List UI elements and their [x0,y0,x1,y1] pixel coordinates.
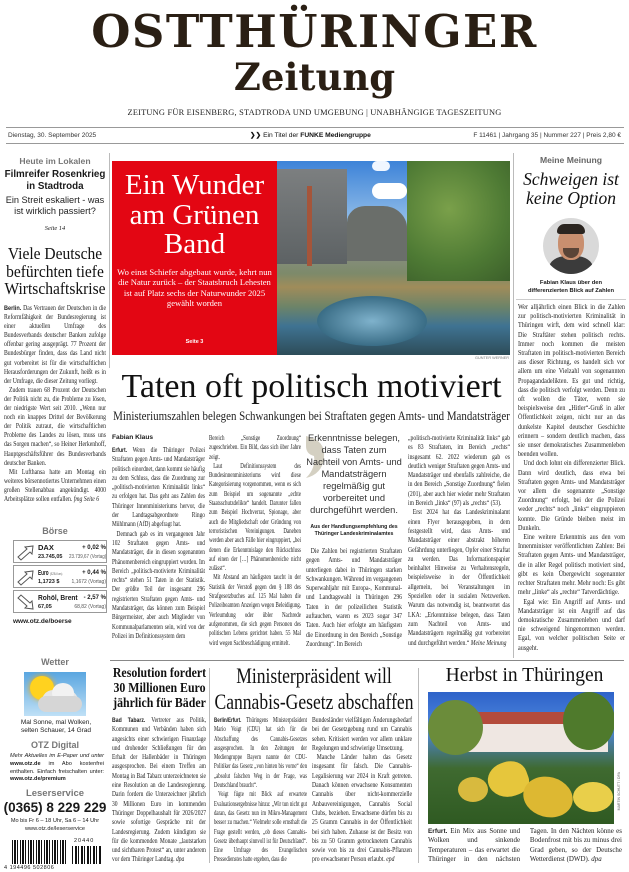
service-phone[interactable]: (0365) 8 229 229 [3,800,107,815]
hero-headline[interactable]: Ein Wunder am Grünen Band [124,169,265,260]
hero-subline: Wo einst Schiefer abgebaut wurde, kehrt nun die Natur zurück – der Staatsbruch Lehesten ist auf Platz sechs der Naturwunder 2025 gewählt worden [117,267,272,308]
masthead-title: OSTTHÜRINGER [91,5,538,58]
lead-col-1: Erfurt. Wenn die Thüringer Polizei Straftaten gegen Amts- und Mandatsträger politisch einordnet, dann kommt sie häufig zu dem Schluss, dass die Zuordnung zur „politisch-motivierten Kriminalität links“ zu erfolgen hat. Das geht aus Zahlen des Thüringer Innenministeriums hervor, die der Landtagsabgeordnete Ringo Mühlmann (AfD) abgefragt hat. Demnach gab es im vergangenen Jahr 102 Straftaten gegen Amts- und Mandatsträger, die in diesen sogenannten Phänomenbereich eingruppiert wurden. Im Bereich „politisch-motivierte Kriminalität rechts“ stehen 51 Taten in der Statistik. Der größte Teil der insgesamt 296 registrierten Straftaten gegen Amts- und Mandatsträger, das können zum Beispiel Bürgermeister, aber auch Mitglieder von Kommunalparlamenten sein, wird von der Polizei im Definitionssystem dem [112,446,205,640]
barcode [12,840,68,864]
autumn-headline[interactable]: Herbst in Thüringen [445,665,604,686]
local-teaser-text: Ein Streit eskaliert - was ist wirklich passiert? [5,195,105,216]
boerse-link[interactable]: www.otz.de/boerse [13,618,72,625]
arrow-up-right-icon [16,544,36,561]
cannabis-headline[interactable]: Ministerpräsident will Cannabis-Gesetz abschaffen [214,663,414,714]
pull-quote [304,432,404,542]
issue-date: Dienstag, 30. September 2025 [8,132,97,139]
service-link[interactable]: www.otz.de/leserservice [25,826,85,832]
barcode-addon-number: 20440 [74,838,95,844]
baths-headline[interactable]: Resolution fordert 30 Millionen Euro jährlich für Bäder [112,665,207,710]
hero-page: Seite 3 [185,339,204,345]
hero-red-panel [112,161,277,355]
opinion-kicker: Meine Meinung [539,155,603,165]
service-title: Leserservice [25,788,85,799]
opinion-body: Wer alljährlich einen Blick in die Zahlen zur politisch-motivierten Kriminalität in Thüringen wirft, dem wird schnell klar: Die Straftäter stehen politisch rechts. Immer noch kommen die meisten Straftaten im politisch-motivierten Bereich aus dieser Richtung, es handelt sich vor allem um eine Vielzahl von sogenannten Propagandadelikten. Es gut und richtig, dass die politisch verfolgt werden. Denn zu oft wollen die Täter, wenn sie beispielsweise den „Hitler“-Gruß in aller Öffentlichkeit zeigen, nicht nur an das dunkelste Kapitel deutscher Geschichte erinnern – sondern deutlich machen, dass sie unser demokratisches Zusammenleben beenden wollen. Und doch lohnt ein differenzierter Blick. Dann wird deutlich, dass etwa bei Straftaten gegen Amts- und Mandatsträger vor allem die sogenannte „Sonstige Zuordnung“ erfolgt, bei der die Polizei weder „rechts“ noch „links“ eingruppieren konnte. Die Gründe bleiben meist im Dunkeln. Eine weitere Erkenntnis aus den vom Innenminister veröffentlichten Zahlen: Bei Straftaten gegen Amts- und Mandatsträger, die in aller Regel politisch motiviert sind, gibt es kein Übergewicht sogenannter rechter Straftaten mehr. Mehr noch: Es gibt mehr „linke“ als „rechte“ Tatverdächtige. Egal wie: Ein Angriff auf Amts- und Mandatsträger ist ein Angriff auf das demokratische Zusammenleben und darf nie schweigend hingenommen werden. Egal, von welcher politischen Seite er ausgeht. [518,304,625,652]
cannabis-col-1: Berlin/Erfurt. Thüringens Ministerpräsident Mario Voigt (CDU) hat sich für die Abschaffung des Cannabis-Gesetzes ausgesprochen. In den Zeitungen der Mediengruppe Bayern nannte der CDU-Politiker das Gesetz „von hinten bis vorne“ den „absolut falschen Weg in der Frage, was Deutschland braucht“. Voigt fügte mit Blick auf erwartete Evaluationsergebnisse hinzu: „Wir tun nicht gut daran, das Gesetz nun im Mikro-Management besser zu machen.“ Vielmehr solle ernsthaft die Frage gestellt werden, „ob dieses Cannabis-Gesetz überhaupt sinnvoll ist für Deutschland“. Eine Umfrage des Evangelischen Pressedienstes hatte ergeben, dass die [214,716,307,864]
masthead-subtitle: Zeitung [233,55,396,99]
digital-text: Mehr Aktuelles im E-Paper und unter www.otz.de im Abo kostenfrei enthalten. Einfach freischalten unter: www.otz.de/premium [10,753,105,783]
local-headline[interactable]: Filmreifer Rosenkrieg in Stadtroda [4,169,106,192]
issue-info: F 11461 | Jahrgang 35 | Nummer 227 | Preis 2,80 € [473,132,621,139]
lead-col-4: „politisch-motivierte Kriminalität links“ gab es 83 Straftaten, im Bereich „rechts“ insgesamt 62. 2022 wiederum gab es deutlich weniger Straftaten gegen Amts- und Mandatsträger und ebenfalls zahlreiche, die in den Bereich „Sonstige Zuordnung“ fielen (201), aber auch hier wieder mehr Straftaten im Bereich „links“ (97) als „rechts“ (53). Erst 2024 hat das Landeskriminalamt einen Flyer herausgegeben, in dem festgestellt wird, dass Amts- und Mandatsträger einer abstrakt höheren Gefährdung unterliegen, Opfer einer Straftat zu werden. Das Informationspapier beinhaltet Hinweise zu Verhaltensregeln, beispielsweise in der Öffentlichkeit allgemein, bei Veranstaltungen im Speziellen oder in sozialen Netzwerken. Warum das notwendig ist, beantwortet das LKA: „Erkenntnisse belegen, dass Taten zum Nachteil von Amts- und Mandatsträgern regelmäßig gut vorbereitet und durchgeführt werden.“ Meine Meinung [408,434,510,647]
lead-subheadline: Ministeriumszahlen belegen Schwankungen bei Straftaten gegen Amts- und Mandatsträger [113,409,510,423]
chevron-icon: ❯❯ [250,132,262,139]
autumn-photo [428,692,614,824]
quote-source: Aus der Handlungsempfehlung des Thüringer Landeskriminalamtes [310,524,398,537]
local-kicker: Heute im Lokalen [19,156,91,166]
barcode-addon [72,846,102,864]
dateline: Berlin. [4,305,22,312]
lead-col-3: Die Zahlen bei registrierten Straftaten gegen Amts- und Mandatsträger unterliegen dabei in Thüringen starken Schwankungen. Während im vergangenen Superwahljahr mit Europa-, Kommunal- und Landtagswahl in Thüringen 296 Taten in der polizeilichen Statistik auftauchen, waren es 2023 sogar 347 Taten. Auch hier erfolgte am häufigsten die Einordnung in den Bereich „Sonstige Zuordnung“. Im Bereich [306,547,402,648]
digital-title: OTZ Digital [31,740,79,750]
publisher-line: ❯❯ Ein Titel der FUNKE Mediengruppe [250,132,371,139]
barcode-number: 4 194496 502806 [4,865,55,871]
see-also-link[interactable]: Meine Meinung [470,638,507,647]
premium-link[interactable]: www.otz.de/premium [10,776,66,783]
otz-link[interactable]: www.otz.de [10,760,41,767]
autumn-photo-credit: MARTIN SCHUTT / DPA [617,772,621,811]
lead-headline[interactable]: Taten oft politisch motiviert [121,368,502,405]
stock-dax: DAX + 0,02 % 23.745,05 23.739,67 (Vortag) [13,540,107,563]
lead-author: Fabian Klaus [112,434,154,441]
economy-headline[interactable]: Viele Deutsche befürchten tiefe Wirtschaftskrise [4,244,106,298]
hero-photo-credit: GUNTER WERNER [475,356,509,360]
economy-body: Berlin. Das Vertrauen der Deutschen in die Reformfähigkeit der Bundesregierung ist einer aktuellen Umfrage des Bundesverbands deutscher Banken zufolge offenbar gering ausgeprägt. 77 Prozent der Bundesbürger finden, dass das Land nicht gut vorbereitet ist für die wirtschaftlichen Herausforderungen der Zukunft, heißt es in der Umfrage, die dieser Zeitung vorliegt. Zudem trauen 68 Prozent der Deutschen der Politik nicht zu, die Probleme zu lösen, der niedrigste Wert seit 2010. „Wenn nur noch ein knappes Drittel der Bevölkerung der Politik zutraut, die wirtschaftlichen Probleme des Landes zu lösen, muss uns das Sorgen machen“, so Heiner Herkenhoff, Hauptgeschäftsführer des Bundesverbands deutscher Banken. Mit Lufthansa hatte am Montag ein weiteres börsennotiertes Unternehmen einen großen Stellenabbau angekündigt. 4000 Arbeitsplätze sollen entfallen. fmg Seite 6 [4,305,106,503]
stock-brent: Rohöl, Brent - 2,57 % 67,05 68,82 (Vortag) [13,590,107,613]
baths-body: Bad Tabarz. Vertreter aus Politik, Kommunen und Verbänden haben sich angesichts einer schwierigen Finanzlage und drohender Schließungen für den Erhalt der Hallenbäder in Thüringen ausgesprochen. Bei einem Treffen am Montag in Bad Tabarz unterzeichneten sie eine Resolution an die Landesregierung. Darin fordern die Unterzeichner jährlich 30 Millionen Euro im kommenden Thüringer Doppelhaushalt für 2026/2027 sowie sofortige Gespräche mit der Landesregierung. Zudem kündigten sie für die kommenden Monate „lautstarken und sichtbaren Protest“ an, unter anderem vor dem Thüringer Landtag. dpa [112,716,206,864]
page-reference: fmg Seite 6 [73,495,100,503]
lead-col-2: Bereich „Sonstige Zuordnung“ zugeschrieben. Ein Bild, dass sich über Jahre zeigt. Laut Definitionssystem des Bundesinnenministeriums wird diese Kategorisierung vorgenommen, wenn es sich zum Beispiel um sogenannte „echte Staatsschutzdelikte“ handelt. Darunter fallen zum Beispiel Hochverrat, Spionage, aber auch die Mitgliedschaft oder Gründung von terroristischen Vereinigungen. Daneben werden aber auch Fälle hier eingruppiert, „bei denen die Erkenntnislage den Rückschluss auf einen der […] Phänomenbereiche nicht zulässt“. Mit Abstand am häufigsten taucht in der Statistik der Verstoß gegen den § 188 des Strafgesetzbuches auf. 125 Mal haben die Polizeibeamten Anzeigen wegen Beleidigung, Verleumdung oder übler Nachrede aufgenommen, die sich gegen Personen des politischen Lebens gerichtet haben. 55 Mal wird wegen Sachbeschädigung ermittelt. [209,434,301,647]
arrow-down-right-icon [16,594,36,611]
opinion-caption: Fabian Klaus über den differenzierten Blick auf Zahlen [527,280,614,294]
local-page: Seite 14 [44,225,66,232]
service-hours: Mo bis Fr 6 – 18 Uhr, Sa 6 – 14 Uhr [10,818,100,824]
cannabis-col-2: Bundesländer vielfältigen Änderungsbedarf bei der Gesetzgebung rund um Cannabis sehen. Kritisiert werden vor allem unklare Regelungen und schwierige Umsetzung. Manche Länder halten das Gesetz insgesamt für falsch. Die Cannabis-Legalisierung war 2024 in Kraft getreten. Danach können erwachsene Konsumenten Cannabis über nicht-kommerzielle Anbauvereinigungen, Cannabis Social Clubs, beziehen. Erwachsene dürfen bis zu 25 Gramm Cannabis in der Öffentlichkeit bei sich haben. Zuhause ist der Besitz von bis zu 50 Gramm getrocknetem Cannabis sowie von bis zu drei Cannabis-Pflanzen pro erwachsener Person erlaubt. epd [312,716,412,864]
stock-euro: Euro (EZB-Kurs) + 0,44 % 1,1723 $ 1,1672 (Vortag) [13,565,107,588]
hero-photo [277,161,510,355]
autumn-body: Erfurt. Ein Mix aus Sonne und Wolken und sinkende Temperaturen – das erwartet die Thüringer in den nächsten Tagen. In den Nächten könne es Bodenfrost mit bis zu minus drei Grad geben, so der Deutsche Wetterdienst (DWD). dpa [428,827,622,863]
sun-behind-cloud-icon [24,672,86,716]
weather-text: Mal Sonne, mal Wolken, selten Schauer, 14 Grad [20,719,92,734]
arrow-up-right-icon [16,569,36,586]
masthead-tagline: ZEITUNG FÜR EISENBERG, STADTRODA UND UMGEBUNG | UNABHÄNGIGE TAGESZEITUNG [127,108,502,117]
opinion-headline[interactable]: Schweigen ist keine Option [523,169,619,208]
hero-teaser[interactable] [112,161,510,355]
author-avatar [543,218,599,274]
quote-text: Erkenntnisse belegen, dass Taten zum Nachteil von Amts- und Mandatsträgern regelmäßig gut vorbereitet und durchgeführt werden. [306,433,402,515]
boerse-title: Börse [42,526,68,536]
weather-title: Wetter [41,657,69,667]
